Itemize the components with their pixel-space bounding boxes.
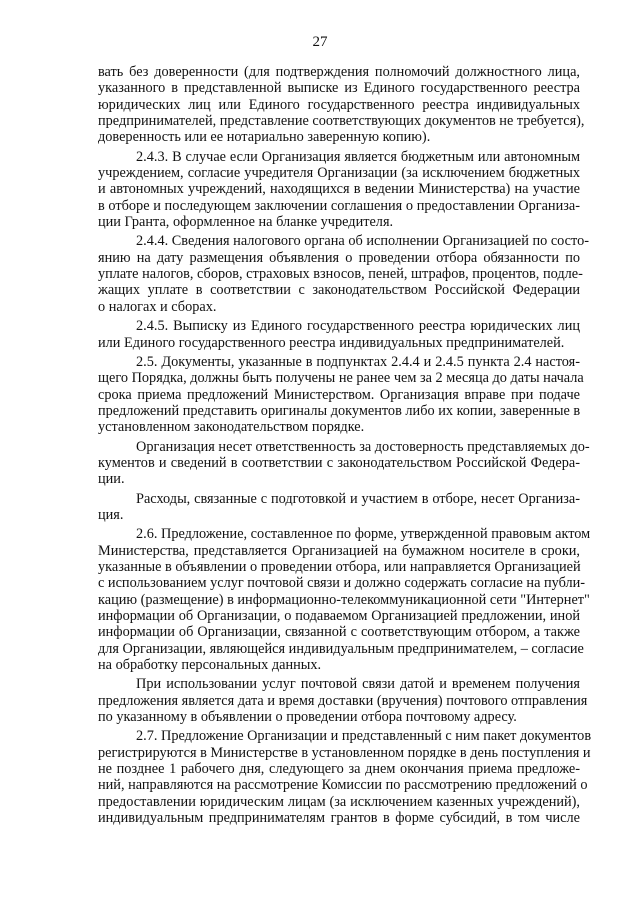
paragraph-p6 bbox=[98, 438, 590, 488]
text-line: предоставлении юридическим лицам (за исключением казенных учреждений), bbox=[98, 793, 580, 810]
text-line: по указанному в объявлении о проведении отбора почтовому адресу. bbox=[98, 709, 517, 726]
text-line: Организация несет ответственность за достоверность представляемых до- bbox=[136, 438, 590, 455]
text-line: на обработку персональных данных. bbox=[98, 657, 322, 674]
text-line: ции Гранта, оформленное на бланке учредителя. bbox=[98, 214, 394, 231]
text-line: информации об Организации, о подаваемом Организацией предложении, иной bbox=[98, 608, 580, 624]
text-line: учреждением, согласие учредителя Организации (за исключением бюджетных bbox=[98, 165, 580, 182]
text-line: информации об Организации, связанной с соответствующим отбором, а также bbox=[98, 624, 580, 641]
paragraph-p7 bbox=[98, 491, 580, 524]
text-line: юридических лиц или Единого государственного реестра индивидуальных bbox=[98, 96, 580, 113]
text-line: срока приема предложений Министерством. Организация вправе при подаче bbox=[98, 386, 580, 403]
text-line: о налогах и сборах. bbox=[98, 298, 217, 315]
text-line: кументов и сведений в соответствии с законодательством Российской Федера- bbox=[98, 454, 580, 471]
text-line: уплате налогов, сборов, страховых взносов, пеней, штрафов, процентов, подле- bbox=[98, 266, 583, 283]
text-line: с использованием услуг почтовой связи и должно содержать согласие на публи- bbox=[98, 575, 586, 592]
paragraph-p10 bbox=[98, 728, 592, 827]
text-line: 2.7. Предложение Организации и представленный с ним пакет документов bbox=[136, 728, 592, 745]
text-line: жащих уплате в соответствии с законодательством Российской Федерации bbox=[98, 282, 580, 299]
text-line: и автономных учреждений, находящихся в ведении Министерства) на участие bbox=[98, 181, 580, 198]
text-line: предпринимателей, представление соответствующих документов не требуется), bbox=[98, 113, 585, 130]
paragraph-p4 bbox=[98, 318, 580, 351]
text-line: янию на дату размещения объявления о проведении отбора обязанности по bbox=[98, 249, 580, 266]
text-line: 2.4.5. Выписку из Единого государственного реестра юридических лиц bbox=[136, 318, 580, 335]
text-line: предложения является дата и время доставки (вручения) почтового отправления bbox=[98, 692, 588, 709]
text-line: установленном законодательством порядке. bbox=[98, 419, 365, 436]
text-line: 2.4.4. Сведения налогового органа об исполнении Организацией по состо- bbox=[136, 233, 589, 250]
text-line: предложений представить оригиналы документов либо их копии, заверенные в bbox=[98, 402, 581, 419]
text-line: вать без доверенности (для подтверждения полномочий должностного лица, bbox=[98, 64, 580, 80]
text-line: доверенность или ее нотариально заверенную копию). bbox=[98, 129, 431, 146]
document-body bbox=[98, 64, 592, 827]
text-line: При использовании услуг почтовой связи датой и временем получения bbox=[136, 676, 580, 693]
text-line: указанного в представленной выписке из Единого государственного реестра bbox=[98, 80, 580, 97]
text-line: щего Порядка, должны быть получены не ранее чем за 2 месяца до даты начала bbox=[98, 370, 584, 387]
paragraph-p8 bbox=[98, 526, 591, 674]
paragraph-p2 bbox=[98, 149, 580, 231]
paragraph-p3 bbox=[98, 233, 589, 315]
page-number: 27 bbox=[312, 34, 328, 50]
text-line: Расходы, связанные с подготовкой и участием в отборе, несет Организа- bbox=[136, 490, 580, 507]
text-line: ний, направляются на рассмотрение Комиссии по рассмотрению предложений о bbox=[98, 777, 588, 794]
text-line: 2.4.3. В случае если Организация является бюджетным или автономным bbox=[136, 148, 580, 165]
paragraph-p5 bbox=[98, 353, 584, 436]
text-line: ция. bbox=[98, 506, 124, 523]
text-line: Министерства, представляется Организацией на бумажном носителе в сроки, bbox=[98, 542, 580, 559]
text-line: 2.6. Предложение, составленное по форме, утвержденной правовым актом bbox=[136, 526, 591, 543]
text-line: кацию (размещение) в информационно-телекоммуникационной сети "Интернет" bbox=[98, 591, 590, 608]
text-line: 2.5. Документы, указанные в подпунктах 2.4.4 и 2.4.5 пункта 2.4 настоя- bbox=[136, 353, 580, 370]
text-line: в отборе и последующем заключении соглашения о предоставлении Организа- bbox=[98, 197, 580, 214]
paragraph-p1 bbox=[98, 64, 585, 146]
text-line: указанные в объявлении о проведении отбора, или направляется Организацией bbox=[98, 558, 581, 575]
text-line: не позднее 1 рабочего дня, следующего за днем окончания приема предложе- bbox=[98, 761, 580, 778]
text-line: для Организации, являющейся индивидуальным предпринимателем, – согласие bbox=[98, 640, 584, 657]
text-line: регистрируются в Министерстве в установленном порядке в день поступления и bbox=[98, 744, 591, 761]
paragraph-p9 bbox=[98, 676, 588, 726]
text-line: ции. bbox=[98, 471, 125, 488]
text-line: или Единого государственного реестра индивидуальных предпринимателей. bbox=[98, 334, 565, 351]
text-line: индивидуальным предпринимателям грантов в форме субсидий, в том числе bbox=[98, 810, 580, 827]
